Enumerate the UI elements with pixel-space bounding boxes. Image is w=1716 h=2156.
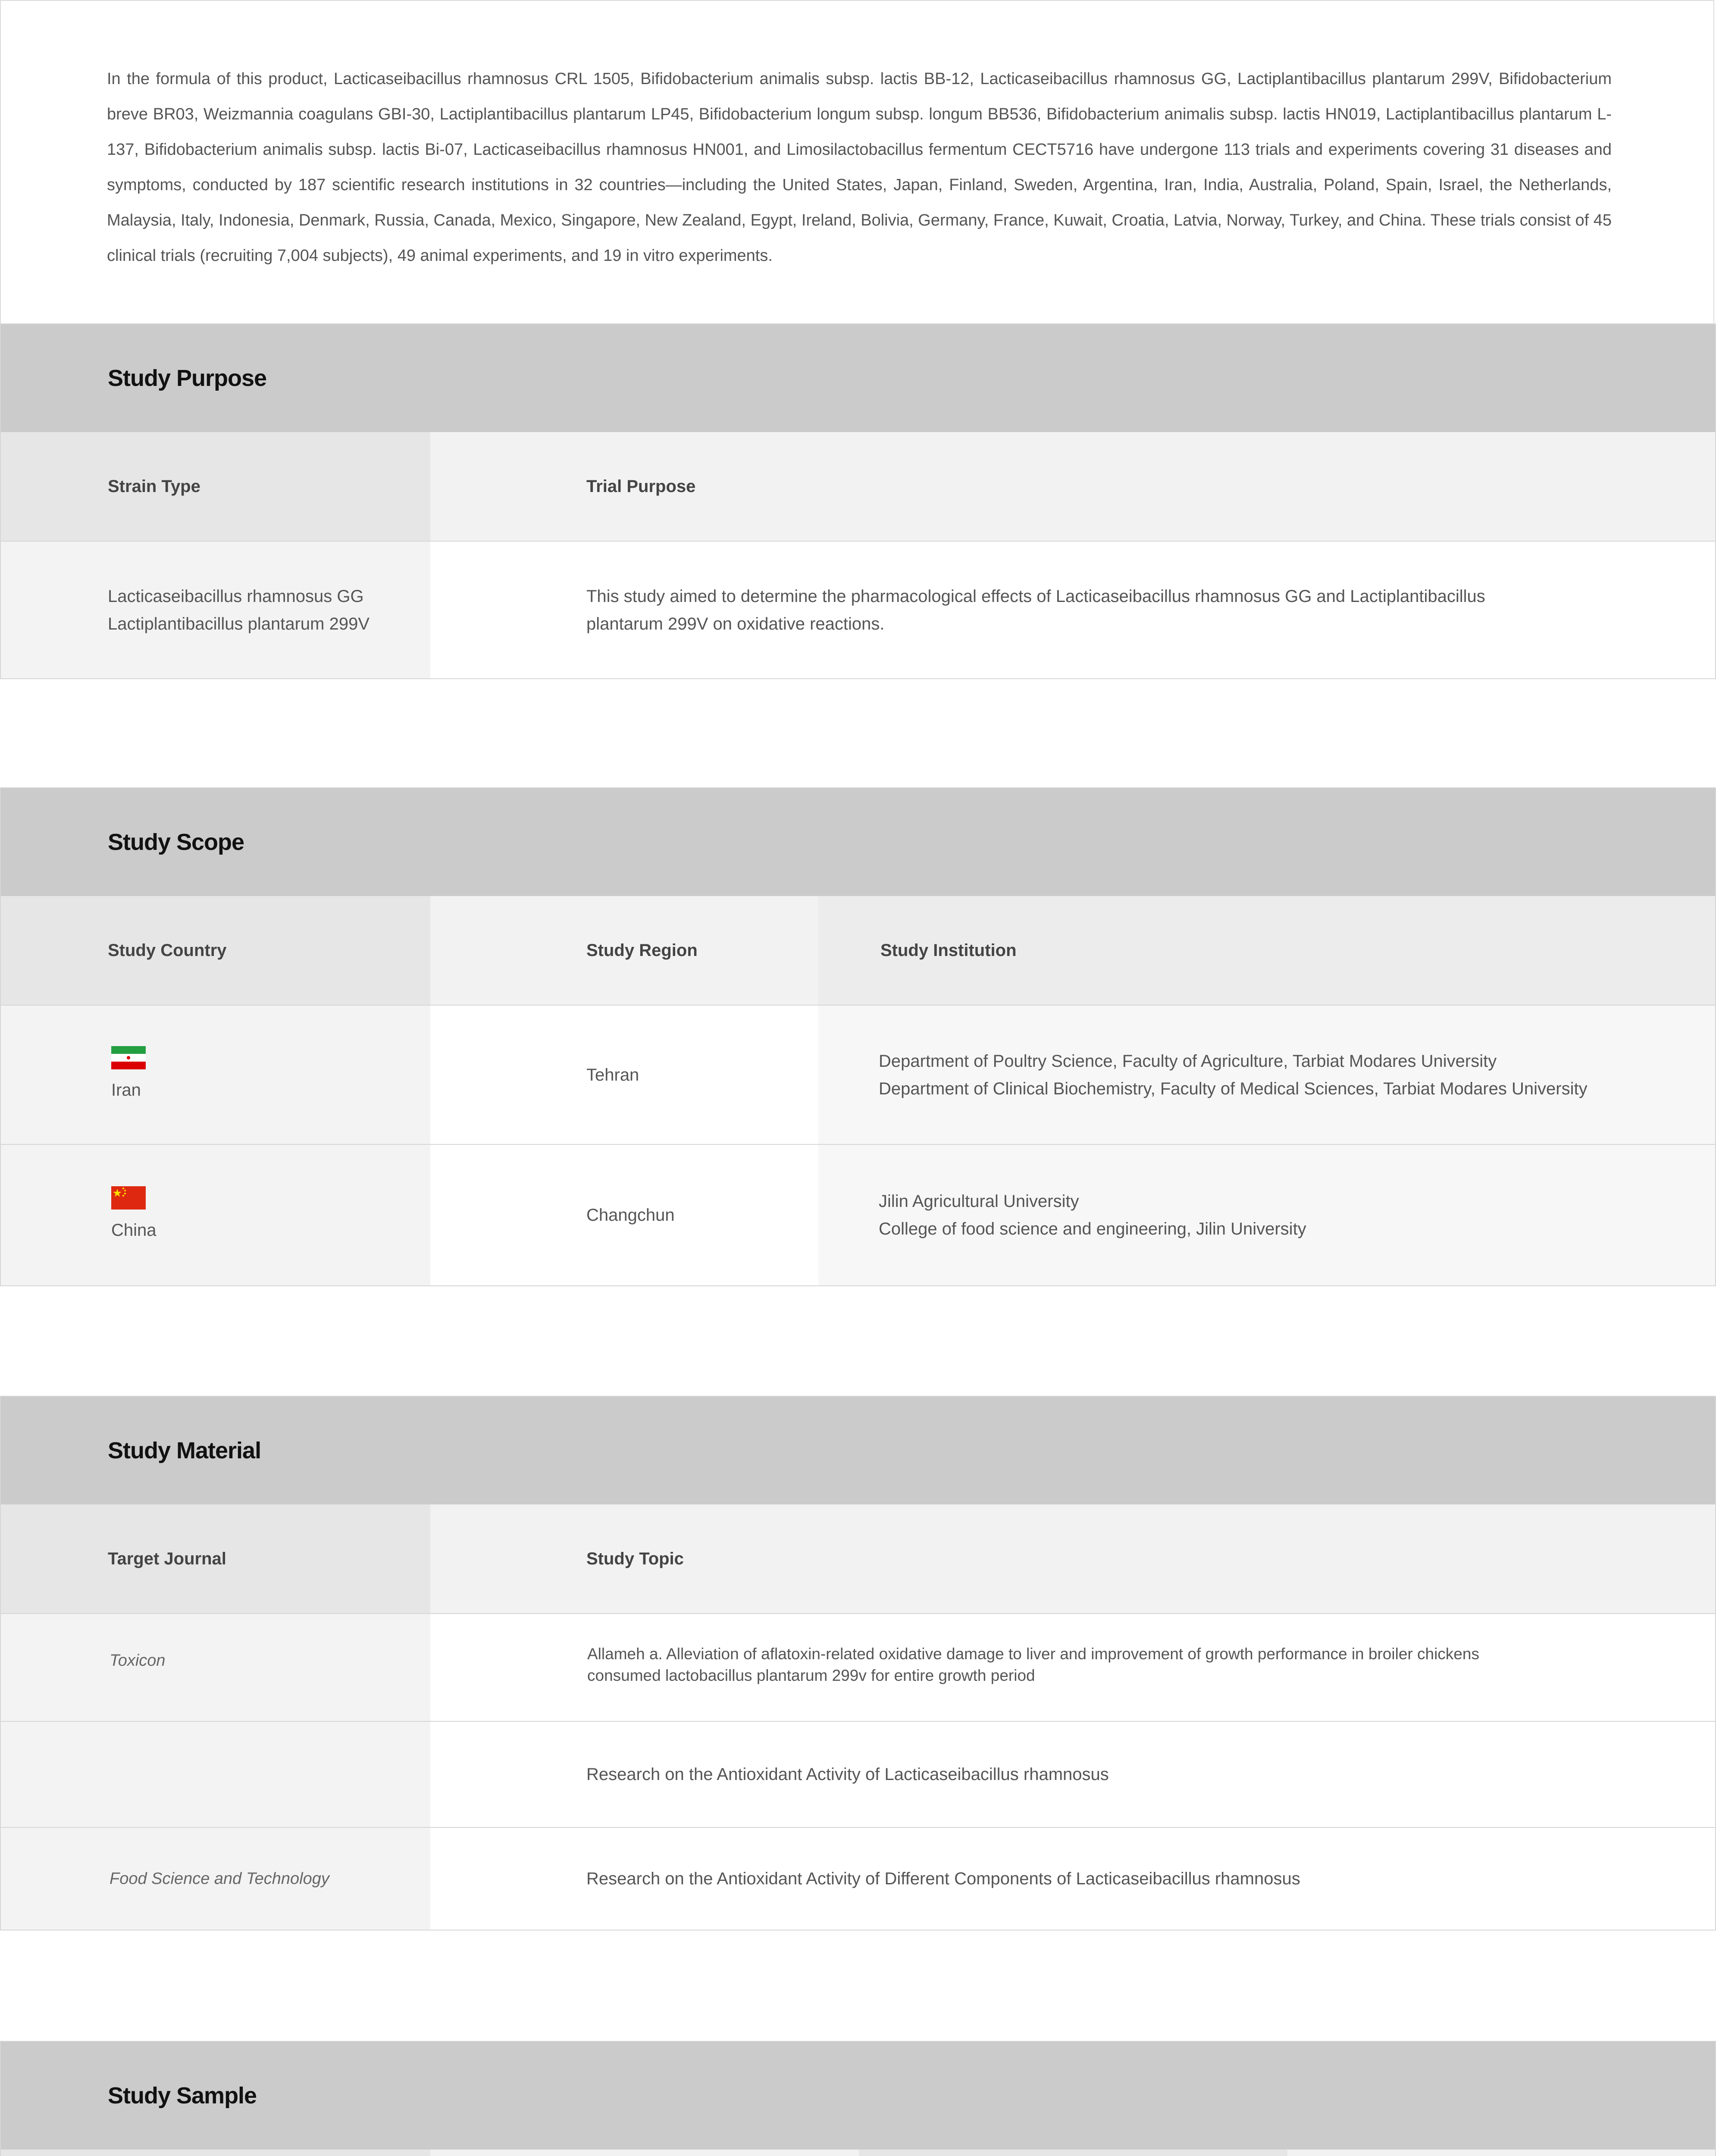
table-row bbox=[1, 1145, 1715, 1285]
purpose-text: plantarum 299V on oxidative reactions. bbox=[586, 614, 885, 633]
header-cell-type bbox=[1, 2150, 430, 2156]
header-cell-journal bbox=[1, 1504, 430, 1613]
study-material-section bbox=[0, 1396, 1716, 1930]
strain-name: Lactiplantibacillus plantarum 299V bbox=[108, 614, 370, 633]
institution-cell bbox=[818, 1006, 1715, 1144]
section-header bbox=[1, 2042, 1715, 2150]
purpose-cell bbox=[430, 542, 1715, 678]
header-study-topic: Study Topic bbox=[586, 1549, 684, 1568]
table-row bbox=[1, 542, 1715, 678]
header-cell-population bbox=[430, 2150, 859, 2156]
country-name: China bbox=[111, 1221, 157, 1240]
header-study-country: Study Country bbox=[108, 940, 227, 960]
country-cell bbox=[1, 1006, 430, 1144]
header-cell-region bbox=[430, 896, 818, 1005]
journal-cell bbox=[1, 1722, 430, 1827]
table-header-row bbox=[1, 896, 1715, 1006]
region-name: Tehran bbox=[586, 1065, 639, 1084]
topic-text: Research on the Antioxidant Activity of Lacticaseibacillus rhamnosus bbox=[586, 1765, 1109, 1784]
table-header-row bbox=[1, 1504, 1715, 1614]
header-strain-type: Strain Type bbox=[108, 476, 200, 496]
institution-name: Jilin Agricultural University bbox=[879, 1192, 1079, 1211]
table-header-row bbox=[1, 2150, 1715, 2156]
country-name: Iran bbox=[111, 1080, 141, 1100]
header-target-journal: Target Journal bbox=[108, 1549, 226, 1568]
topic-cell bbox=[430, 1828, 1715, 1930]
region-name: Changchun bbox=[586, 1206, 675, 1225]
journal-name: Food Science and Technology bbox=[110, 1870, 329, 1888]
table-row bbox=[1, 1722, 1715, 1828]
header-cell-institution bbox=[818, 896, 1715, 1005]
section-title: Study Material bbox=[108, 1438, 261, 1463]
topic-cell bbox=[430, 1614, 1715, 1721]
topic-text: consumed lactobacillus plantarum 299v for entire growth period bbox=[587, 1667, 1035, 1684]
journal-name: Toxicon bbox=[110, 1651, 166, 1670]
header-study-region: Study Region bbox=[586, 940, 698, 960]
header-cell-country bbox=[1, 896, 430, 1005]
section-header bbox=[1, 1397, 1715, 1504]
table-row bbox=[1, 1006, 1715, 1145]
section-header bbox=[1, 788, 1715, 896]
topic-cell bbox=[430, 1722, 1715, 1827]
study-sample-section bbox=[0, 2041, 1716, 2156]
institution-name: Department of Poultry Science, Faculty of Agriculture, Tarbiat Modares University bbox=[879, 1051, 1497, 1071]
region-cell bbox=[430, 1145, 818, 1285]
study-purpose-section bbox=[0, 323, 1716, 679]
section-header bbox=[1, 324, 1715, 432]
topic-text: Allameh a. Alleviation of aflatoxin-related oxidative damage to liver and improvement of growth performance in broiler chickens bbox=[587, 1645, 1479, 1663]
header-cell-participants bbox=[1287, 2150, 1715, 2156]
table-row bbox=[1, 1614, 1715, 1722]
table-row bbox=[1, 1828, 1715, 1930]
intro-paragraph: In the formula of this product, Lacticaseibacillus rhamnosus CRL 1505, Bifidobacterium animalis subsp. lactis BB-12, Lacticaseibacillus rhamnosus GG, Lactiplantibacillus plantarum 299V, Bifidobacterium breve BR03, Weizmannia coagulans GBI-30, Lactiplantibacillus plantarum LP45, Bifidobacterium longum subsp. longum BB536, Bifidobacterium animalis subsp. lactis HN019, Lactiplantibacillus plantarum L-137, Bifidobacterium animalis subsp. lactis Bi-07, Lacticaseibacillus rhamnosus HN001, and Limosilactobacillus fermentum CECT5716 have undergone 113 trials and experiments covering 31 diseases and symptoms, conducted by 187 scientific research institutions in 32 countries—including the United States, Japan, Finland, Sweden, Argentina, Iran, India, Australia, Poland, Spain, Israel, the Netherlands, Malaysia, Italy, Indonesia, Denmark, Russia, Canada, Mexico, Singapore, New Zealand, Egypt, Ireland, Bolivia, Germany, France, Kuwait, Croatia, Latvia, Norway, Turkey, and China. These trials consist of 45 clinical trials (recruiting 7,004 subjects), 49 animal experiments, and 19 in vitro experiments. bbox=[107, 70, 1612, 265]
section-title: Study Purpose bbox=[108, 365, 267, 391]
strain-name: Lacticaseibacillus rhamnosus GG bbox=[108, 586, 364, 606]
section-title: Study Scope bbox=[108, 829, 244, 855]
header-cell-strain bbox=[1, 432, 430, 541]
institution-cell bbox=[818, 1145, 1715, 1285]
section-title: Study Sample bbox=[108, 2083, 257, 2109]
country-cell bbox=[1, 1145, 430, 1285]
header-cell-studies bbox=[859, 2150, 1287, 2156]
institution-name: Department of Clinical Biochemistry, Faculty of Medical Sciences, Tarbiat Modares University bbox=[879, 1079, 1588, 1098]
china-flag-icon bbox=[111, 1186, 146, 1210]
region-cell bbox=[430, 1006, 818, 1144]
header-trial-purpose: Trial Purpose bbox=[586, 476, 696, 496]
header-cell-topic bbox=[430, 1504, 1715, 1613]
header-cell-purpose bbox=[430, 432, 1715, 541]
journal-cell bbox=[1, 1614, 430, 1721]
study-scope-section bbox=[0, 787, 1716, 1286]
table-header-row bbox=[1, 432, 1715, 542]
institution-name: College of food science and engineering, Jilin University bbox=[879, 1219, 1306, 1238]
intro-panel bbox=[0, 0, 1714, 323]
topic-text: Research on the Antioxidant Activity of Different Components of Lacticaseibacillus rhamnosus bbox=[586, 1869, 1300, 1888]
journal-cell bbox=[1, 1828, 430, 1930]
strain-cell bbox=[1, 542, 430, 678]
purpose-text: This study aimed to determine the pharmacological effects of Lacticaseibacillus rhamnosus GG and Lactiplantibacillus bbox=[586, 586, 1485, 606]
header-study-institution: Study Institution bbox=[880, 940, 1017, 960]
iran-flag-icon bbox=[111, 1046, 146, 1069]
